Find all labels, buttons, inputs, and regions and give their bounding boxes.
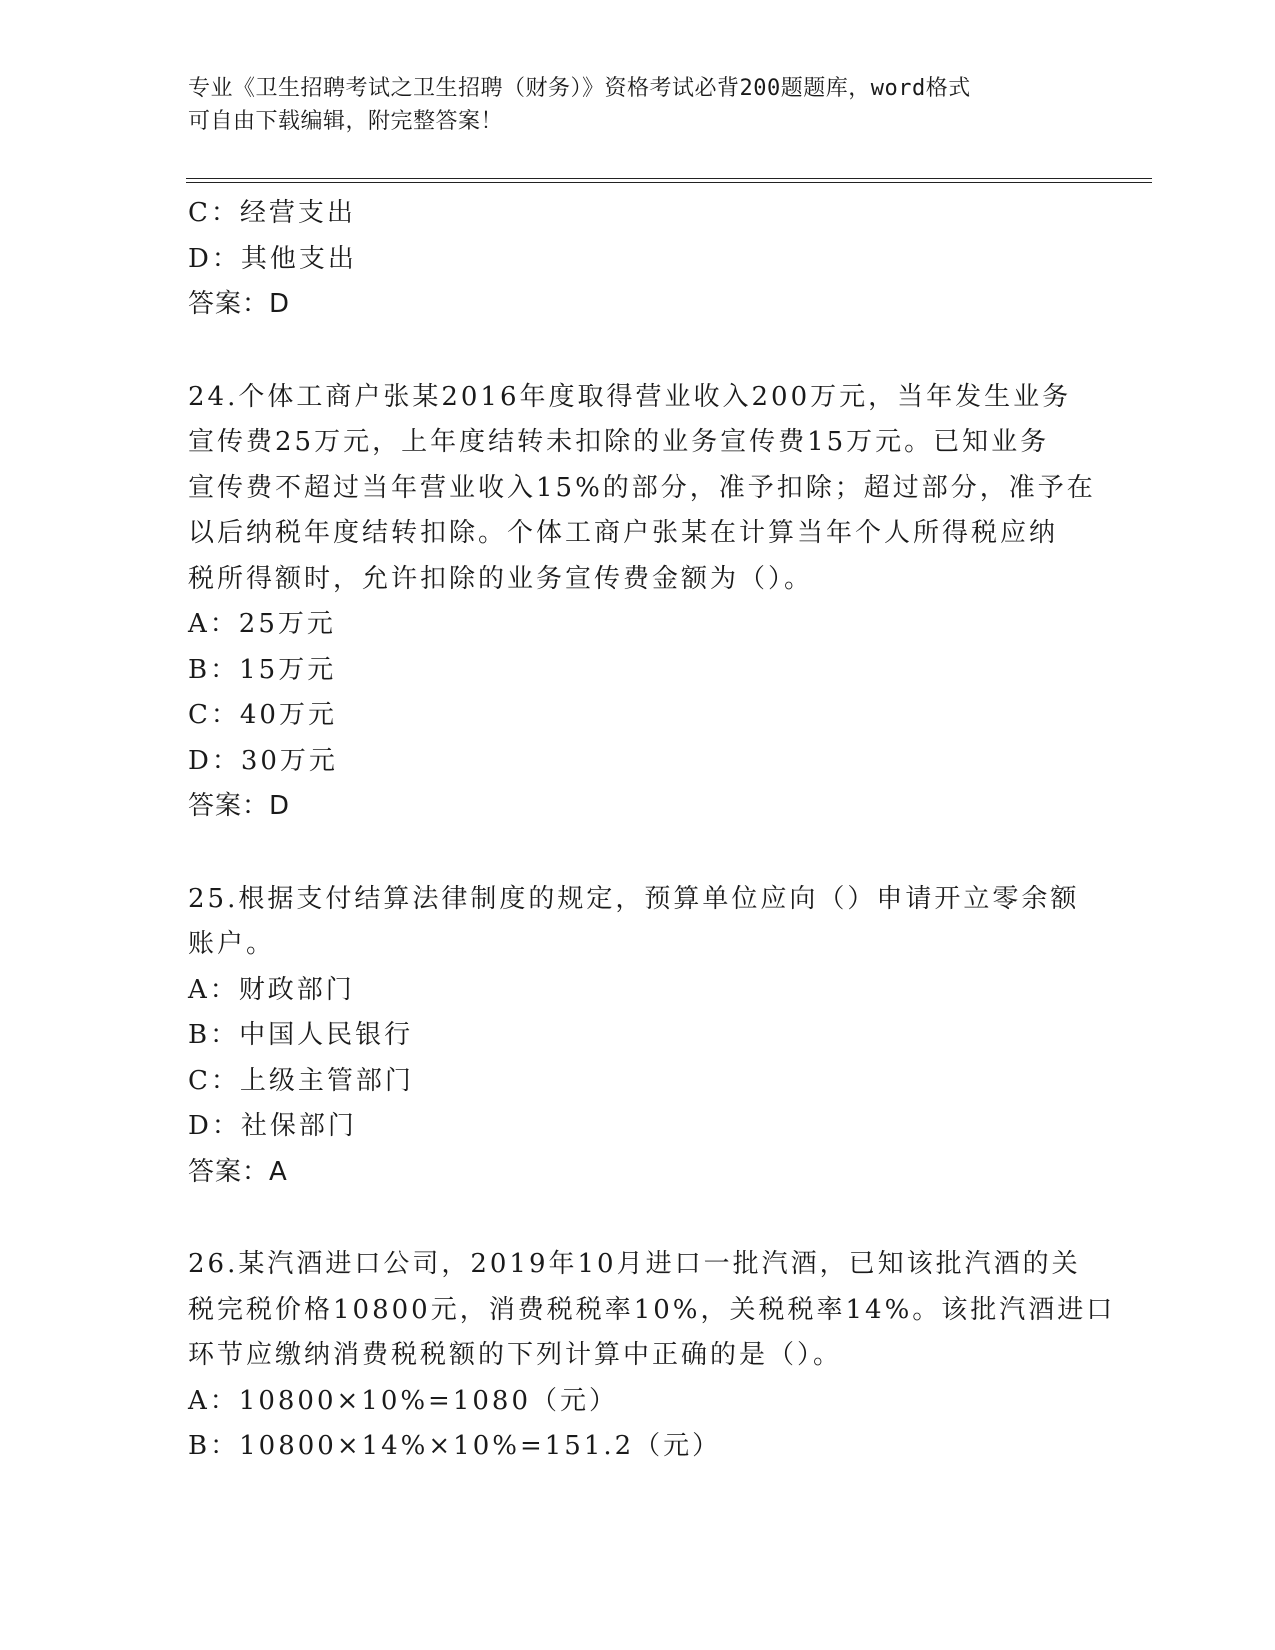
question-content	[188, 191, 1116, 1470]
question-text-line: 24.个体工商户张某2016年度取得营业收入200万元，当年发生业务	[188, 381, 1072, 412]
question-text	[188, 877, 1108, 968]
option-a: A：25万元	[188, 609, 336, 639]
option-a: A：财政部门	[188, 974, 355, 1005]
question-24	[188, 375, 1108, 830]
question-text-line: 税所得额时，允许扣除的业务宣传费金额为（）。	[188, 563, 814, 594]
question-text-line: 25.根据支付结算法律制度的规定，预算单位应向（）申请开立零余额	[188, 883, 1080, 914]
answer-line: 答案：D	[188, 289, 291, 319]
answer-line: 答案：A	[188, 1156, 288, 1187]
question-26	[188, 1242, 1116, 1470]
question-25	[188, 877, 1108, 1196]
option-d: D：30万元	[188, 745, 338, 776]
question-text-line: 税完税价格10800元，消费税税率10%，关税税率14%。该批汽酒进口	[188, 1294, 1116, 1325]
option-c: C：经营支出	[188, 198, 356, 228]
question-text-line: 以后纳税年度结转扣除。个体工商户张某在计算当年个人所得税应纳	[188, 518, 1059, 548]
option-a: A：10800×10%=1080（元）	[188, 1385, 619, 1416]
option-d: D：其他支出	[188, 243, 357, 274]
header-line-2: 可自由下载编辑，附完整答案！	[188, 109, 504, 134]
option-c: C：40万元	[188, 700, 337, 730]
question-text-line: 宣传费25万元，上年度结转未扣除的业务宣传费15万元。已知业务	[188, 427, 1050, 457]
option-c: C：上级主管部门	[188, 1065, 414, 1096]
question-text-line: 26.某汽酒进口公司，2019年10月进口一批汽酒，已知该批汽酒的关	[188, 1249, 1081, 1279]
prev-question-tail	[188, 191, 1108, 328]
answer-line: 答案：D	[188, 791, 291, 821]
option-b: B：15万元	[188, 654, 337, 685]
document-header	[188, 72, 1088, 138]
option-d: D：社保部门	[188, 1111, 357, 1141]
header-divider	[186, 178, 1152, 183]
question-text-line: 环节应缴纳消费税税额的下列计算中正确的是（）。	[188, 1340, 843, 1370]
question-text	[188, 1242, 1116, 1379]
header-line-1: 专业《卫生招聘考试之卫生招聘（财务）》资格考试必背200题题库，word格式	[188, 76, 971, 101]
question-text-line: 宣传费不超过当年营业收入15%的部分，准予扣除；超过部分，准予在	[188, 472, 1096, 503]
question-text-line: 账户。	[188, 929, 276, 959]
option-b: B：中国人民银行	[188, 1020, 414, 1050]
option-b: B：10800×14%×10%=151.2（元）	[188, 1431, 722, 1461]
question-text	[188, 375, 1108, 603]
